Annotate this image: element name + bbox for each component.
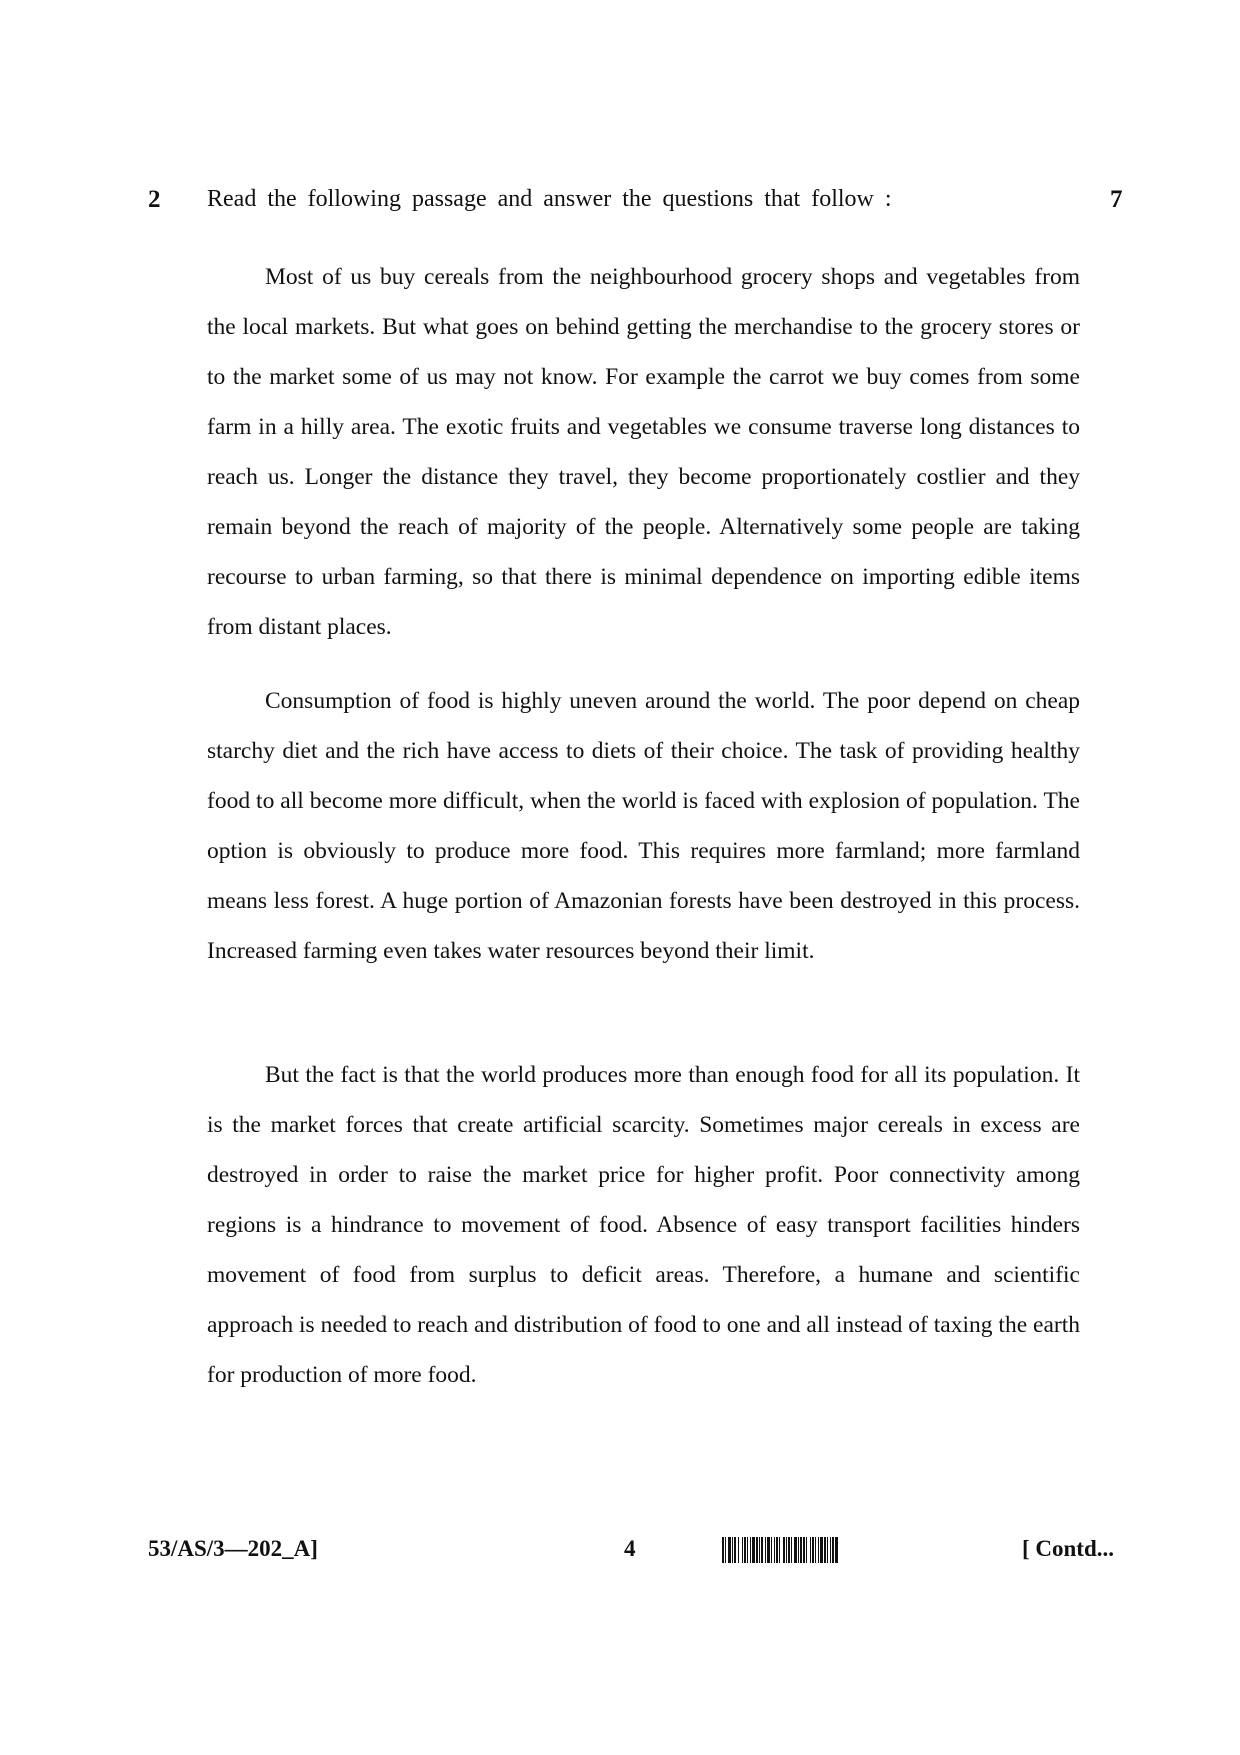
barcode-icon <box>722 1537 1002 1563</box>
paper-code: 53/AS/3—202_A] <box>148 1536 318 1561</box>
passage-paragraph-2: Consumption of food is highly uneven around the world. The poor depend on cheap starchy diet and the rich have access to diets of their choice. The task of providing healthy food to all become more difficult, when the world is faced with explosion of population. The option is obviously to produce more food. This requires more farmland; more farmland means less forest. A huge portion of Amazonian forests have been destroyed in this process. Increased farming even takes water resources beyond their limit. <box>207 688 1080 964</box>
continued-label: [ Contd... <box>1022 1536 1115 1561</box>
question-instruction: Read the following passage and answer the questions that follow : <box>207 186 892 212</box>
page-number: 4 <box>624 1536 636 1561</box>
question-marks: 7 <box>1110 186 1123 213</box>
passage-paragraph-3: But the fact is that the world produces more than enough food for all its population. It is the market forces that create artificial scarcity. Sometimes major cereals in excess are destroyed in order to raise the market price for higher profit. Poor connectivity among regions is a hindrance to movement of food. Absence of easy transport facilities hinders movement of food from surplus to deficit areas. Therefore, a humane and scientific approach is needed to reach and distribution of food to one and all instead of taxing the earth for production of more food. <box>207 1062 1080 1388</box>
passage-paragraph-1: Most of us buy cereals from the neighbourhood grocery shops and vegetables from the local markets. But what goes on behind getting the merchandise to the grocery stores or to the market some of us may not know. For example the carrot we buy comes from some farm in a hilly area. The exotic fruits and vegetables we consume traverse long distances to reach us. Longer the distance they travel, they become proportionately costlier and they remain beyond the reach of majority of the people. Alternatively some people are taking recourse to urban farming, so that there is minimal dependence on importing edible items from distant places. <box>207 264 1080 640</box>
barcode-bar <box>838 1537 839 1563</box>
question-number: 2 <box>148 186 161 213</box>
